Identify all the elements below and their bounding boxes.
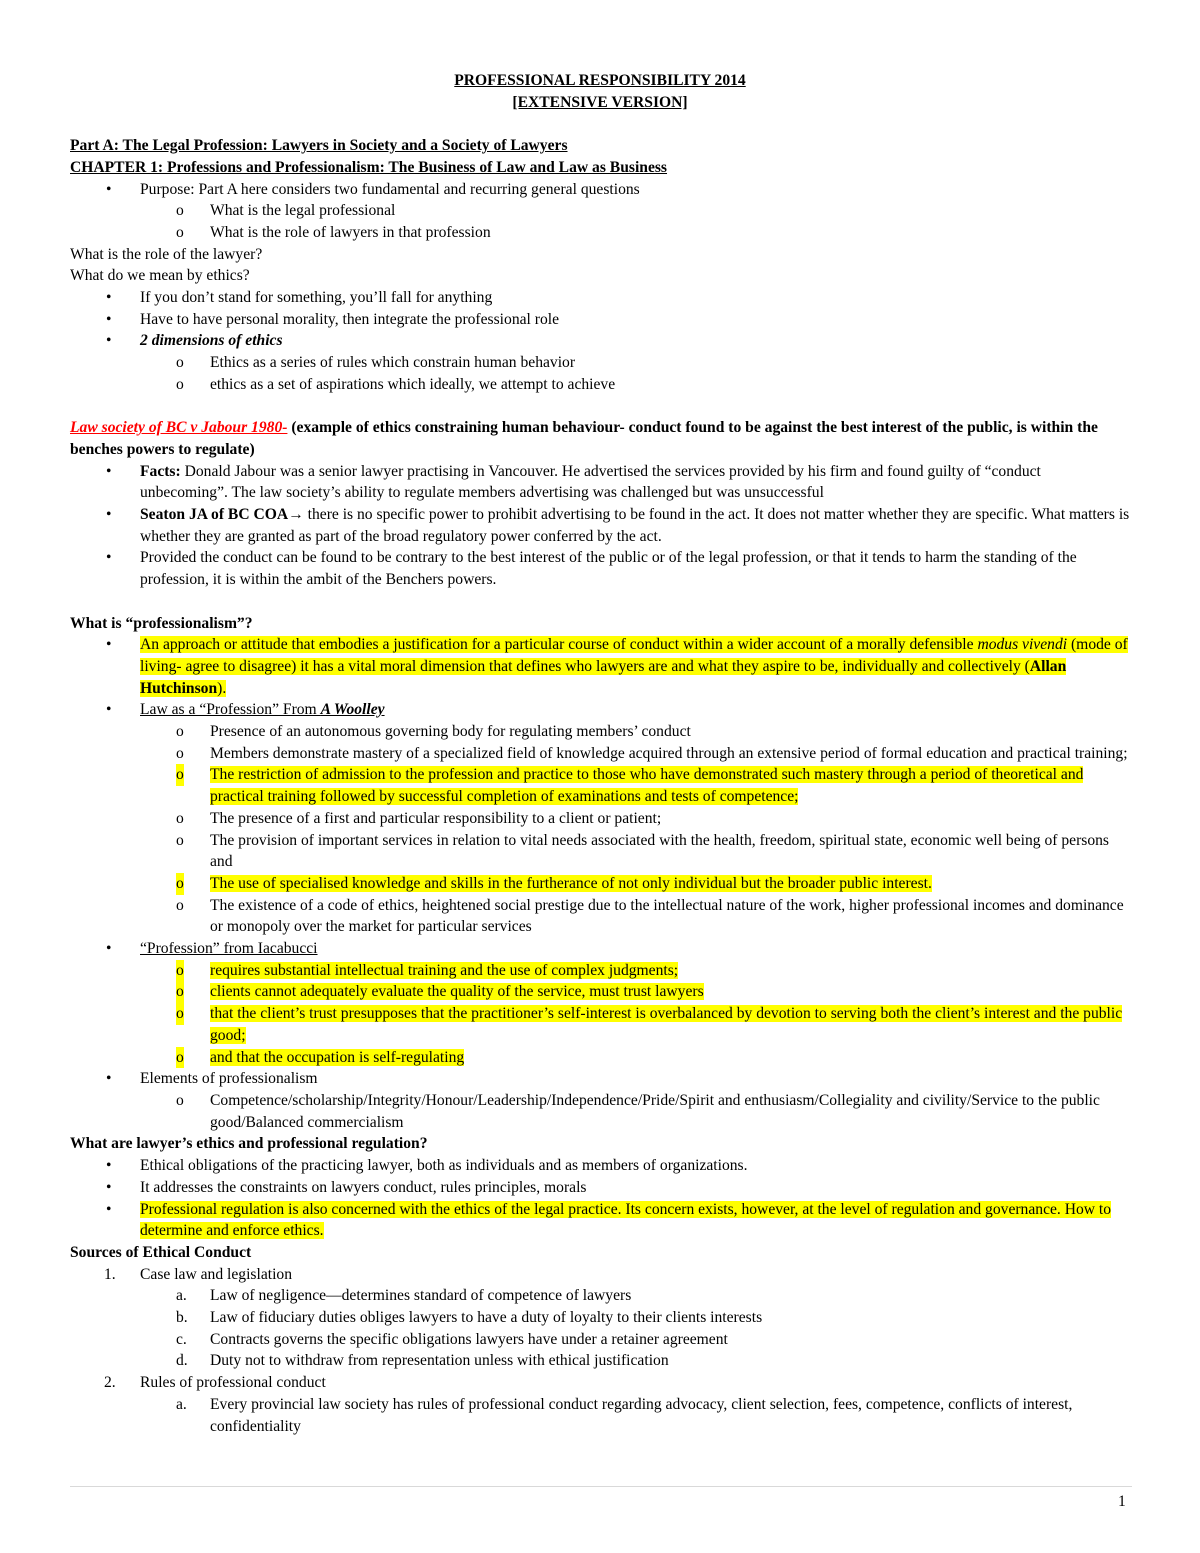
case-heading: Law society of BC v Jabour 1980- (example of ethics constraining human behaviour- conduct found to be against the best interest of the public, is within the benches powers to regulate) <box>70 419 1098 458</box>
section-heading: What is “professionalism”? <box>70 614 253 632</box>
list-item: o The presence of a first and particular responsibility to a client or patient; <box>70 808 1130 830</box>
list-item: a. Law of negligence—determines standard of competence of lawyers <box>176 1287 632 1305</box>
list-item: • Facts: Donald Jabour was a senior lawyer practising in Vancouver. He advertised the services provided by his firm and found guilty of “conduct unbecoming”. The law society’s ability to regulate members advertising was challenged but was unsuccessful <box>106 462 1041 502</box>
sub-bullet-icon: o <box>176 1003 184 1025</box>
bullet-icon: • <box>106 332 112 350</box>
bullet-icon: • <box>106 180 112 198</box>
list-item: • Ethical obligations of the practicing lawyer, both as individuals and as members of organizations. <box>70 1155 1130 1177</box>
list-item: 2. Rules of professional conduct <box>104 1374 326 1392</box>
sub-bullet-icon: o <box>176 1047 184 1069</box>
sub-bullet-icon: o <box>176 744 184 762</box>
section-heading: Sources of Ethical Conduct <box>70 1243 252 1261</box>
list-item: c. Contracts governs the specific obligations lawyers have under a retainer agreement <box>176 1330 728 1348</box>
sub-bullet-icon: o <box>176 896 184 914</box>
list-item: • 2 dimensions of ethics <box>70 330 1130 352</box>
list-item: 1. Case law and legislation <box>104 1265 293 1283</box>
list-item: o What is the legal professional <box>70 200 1130 222</box>
list-item: o Members demonstrate mastery of a specialized field of knowledge acquired through an extensive period of formal education and practical training; <box>70 743 1130 765</box>
list-item: o The provision of important services in relation to vital needs associated with the health, freedom, spiritual state, economic well being of persons and <box>176 831 1109 871</box>
document-title: PROFESSIONAL RESPONSIBILITY 2014 <box>454 72 746 89</box>
list-item: o requires substantial intellectual training and the use of complex judgments; <box>70 960 1130 982</box>
bullet-icon: • <box>106 310 112 328</box>
list-item: o Ethics as a series of rules which constrain human behavior <box>70 352 1130 374</box>
sub-bullet-icon: o <box>176 223 184 241</box>
sub-bullet-icon: o <box>176 723 184 741</box>
document-subtitle: [EXTENSIVE VERSION] <box>512 93 688 111</box>
list-item: o What is the role of lawyers in that profession <box>70 222 1130 244</box>
sub-bullet-icon: o <box>176 202 184 220</box>
bullet-icon: • <box>106 1157 112 1175</box>
list-item: • Have to have personal morality, then integrate the professional role <box>70 309 1130 331</box>
sub-bullet-icon: o <box>176 375 184 393</box>
chapter-1-heading: CHAPTER 1: Professions and Professionalism: The Business of Law and Law as Business <box>70 158 668 176</box>
bullet-icon: • <box>106 1200 112 1218</box>
list-item: • Seaton JA of BC COA→ there is no specific power to prohibit advertising to be found in the act. It does not matter whether they are specific. What matters is whether they are granted as part of the broad regulatory power conferred by the act. <box>106 506 1130 545</box>
list-item: o clients cannot adequately evaluate the quality of the service, must trust lawyers <box>70 981 1130 1003</box>
list-item: • “Profession” from Iacabucci <box>70 938 1130 960</box>
bullet-icon: • <box>106 940 112 958</box>
list-item: • Professional regulation is also concerned with the ethics of the legal practice. Its concern exists, however, at the level of regulation and governance. How to determine and enforce ethics. <box>106 1200 1112 1240</box>
list-item: o Competence/scholarship/Integrity/Honour/Leadership/Independence/Pride/Spirit and enthusiasm/Collegiality and civility/Service to the public good/Balanced commercialism <box>176 1092 1100 1131</box>
list-item: o ethics as a set of aspirations which ideally, we attempt to achieve <box>70 374 1130 396</box>
bullet-icon: • <box>106 289 112 307</box>
bullet-icon: • <box>106 1070 112 1088</box>
list-item: o The existence of a code of ethics, heightened social prestige due to the intellectual nature of the work, higher professional incomes and dominance or monopoly over the market for particular services <box>176 896 1124 936</box>
bullet-icon: • <box>106 462 112 480</box>
sub-bullet-icon: o <box>176 764 184 786</box>
list-item: • If you don’t stand for something, you’ll fall for anything <box>70 287 1130 309</box>
list-item: d. Duty not to withdraw from representation unless with ethical justification <box>176 1352 669 1370</box>
sub-bullet-icon: o <box>176 1092 184 1109</box>
list-item: o The use of specialised knowledge and skills in the furtherance of not only individual but the broader public interest. <box>70 873 1130 895</box>
list-item: o The restriction of admission to the profession and practice to those who have demonstrated such mastery through a period of theoretical and practical training followed by successful completion of examinations and tests of competence; <box>176 766 1084 806</box>
sub-bullet-icon: o <box>176 809 184 827</box>
list-item: • It addresses the constraints on lawyers conduct, rules principles, morals <box>70 1177 1130 1199</box>
bullet-icon: • <box>106 701 112 719</box>
sub-bullet-icon: o <box>176 960 184 982</box>
paragraph: What is the role of the lawyer? <box>70 245 263 263</box>
sub-bullet-icon: o <box>176 831 184 849</box>
bullet-icon: • <box>106 549 112 567</box>
sub-bullet-icon: o <box>176 981 184 1003</box>
footer-divider <box>70 1486 1132 1487</box>
list-item: b. Law of fiduciary duties obliges lawyers to have a duty of loyalty to their clients interests <box>176 1309 763 1327</box>
list-item: • Law as a “Profession” From A Woolley <box>70 699 1130 721</box>
document-page <box>70 70 1130 1437</box>
list-item: o and that the occupation is self-regulating <box>70 1047 1130 1069</box>
bullet-icon: • <box>106 506 112 524</box>
list-item: a. Every provincial law society has rules of professional conduct regarding advocacy, client selection, fees, competence, conflicts of interest, confidentiality <box>176 1395 1073 1435</box>
list-item: • Provided the conduct can be found to be contrary to the best interest of the public or of the legal profession, or that it tends to harm the standing of the profession, it is within the ambit of the Benchers powers. <box>106 549 1077 589</box>
page-number: 1 <box>1118 1493 1126 1510</box>
sub-bullet-icon: o <box>176 873 184 895</box>
sub-bullet-icon: o <box>176 354 184 372</box>
part-a-heading: Part A: The Legal Profession: Lawyers in Society and a Society of Lawyers <box>70 137 568 155</box>
bullet-icon: • <box>106 636 112 654</box>
list-item: o that the client’s trust presupposes that the practitioner’s self-interest is overbalanced by devotion to serving both the client’s interest and the public good; <box>176 1005 1123 1044</box>
list-item: o Presence of an autonomous governing body for regulating members’ conduct <box>70 721 1130 743</box>
list-item: • An approach or attitude that embodies a justification for a particular course of conduct within a wider account of a morally defensible modus vivendi (mode of living- agree to disagree) it has a vital moral dimension that defines who lawyers are and what they aspire to be, individually and collectively (Allan Hutchinson). <box>106 636 1128 697</box>
list-item: • Elements of professionalism <box>70 1068 1130 1090</box>
paragraph: What do we mean by ethics? <box>70 267 250 285</box>
case-name: Law society of BC v Jabour 1980- <box>70 419 288 437</box>
bullet-icon: • <box>106 1178 112 1196</box>
list-item: • Purpose: Part A here considers two fundamental and recurring general questions <box>70 179 1130 201</box>
section-heading: What are lawyer’s ethics and professional regulation? <box>70 1135 428 1153</box>
